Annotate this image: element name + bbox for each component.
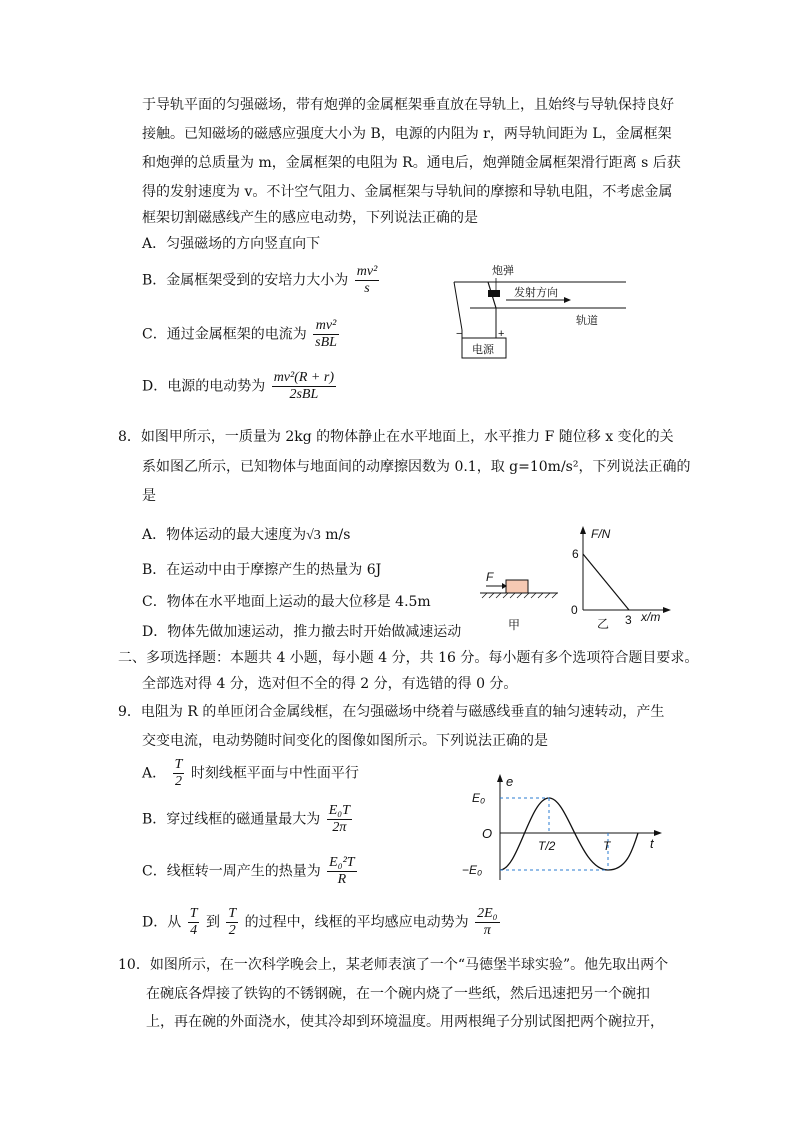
q7-option-d-fraction <box>272 370 336 403</box>
q9-option-d <box>142 906 502 939</box>
fx-xtick-3: 3 <box>625 613 632 627</box>
q9-option-c-text: C．线框转一周产生的热量为 <box>142 863 321 880</box>
q9-option-d-text: D．从 <box>142 914 182 931</box>
q9-option-d-fraction-2 <box>226 906 238 939</box>
q9-et-graph <box>460 770 670 885</box>
q9-option-b-denominator: 2π <box>332 820 347 835</box>
q9-option-a-denominator: 2 <box>174 774 182 789</box>
q7-option-c-text: C．通过金属框架的电流为 <box>142 326 307 343</box>
shell-block <box>488 290 500 297</box>
power-source-label: 电源 <box>472 344 494 356</box>
q8-option-b: B．在运动中由于摩擦产生的热量为 6J <box>142 562 382 578</box>
et-xlabel: t <box>650 836 654 851</box>
q7-option-b <box>142 264 381 297</box>
q10-line-1: 10．如图所示，在一次科学晚会上，某老师表演了一个“马德堡半球实验”。他先取出两个 <box>118 957 669 973</box>
q7-option-a: A．匀强磁场的方向竖直向下 <box>142 236 321 252</box>
q9-option-b <box>142 803 354 836</box>
fx-xlabel: x/m <box>641 610 661 624</box>
q9-option-a-fraction <box>173 757 185 790</box>
et-xtick-half: T/2 <box>538 839 556 853</box>
q9-option-b-text: B．穿过线框的磁通量最大为 <box>142 811 321 828</box>
q9-option-b-fraction <box>327 803 352 836</box>
q8-option-a-value: √3 <box>306 528 321 543</box>
q7-option-c-fraction <box>313 318 339 351</box>
q9-option-c <box>142 855 359 888</box>
direction-label: 发射方向 <box>514 287 558 299</box>
q9-option-d-numerator-2: T <box>228 906 237 921</box>
q9-option-c-fraction <box>327 855 356 888</box>
plus-sign: + <box>498 328 505 340</box>
q9-line-1: 9．电阻为 R 的单匝闭合金属线框，在匀强磁场中绕着与磁感线垂直的轴匀速转动，产生 <box>118 704 665 720</box>
et-sine-curve <box>500 798 638 870</box>
q9-option-d-denominator-1: 4 <box>190 923 198 938</box>
q9-option-a-text: A． <box>142 765 167 782</box>
q9-option-c-denominator: R <box>337 872 347 887</box>
caption-yi: 乙 <box>597 617 610 631</box>
et-y-arrowhead <box>497 774 503 782</box>
q9-option-d-denominator-3: π <box>483 923 491 938</box>
q7-option-b-text: B．金属框架受到的安培力大小为 <box>142 272 349 289</box>
et-x-arrowhead <box>654 830 662 836</box>
section2-line-1: 二、多项选择题：本题共 4 小题，每小题 4 分，共 16 分。每小题有多个选项符合题目要求。 <box>118 650 699 666</box>
rail-label: 轨道 <box>576 315 598 327</box>
q9-option-d-fraction-1 <box>188 906 200 939</box>
q7-option-c-numerator: mv² <box>313 318 339 335</box>
q10-line-3: 上，再在碗的外面浇水，使其冷却到环境温度。用两根绳子分别试图把两个碗拉开， <box>146 1014 664 1030</box>
q9-option-d-numerator-3: 2E₀ <box>477 906 498 921</box>
q9-option-a-numerator: T <box>174 757 183 772</box>
shell-label: 炮弹 <box>492 265 514 277</box>
q9-option-a <box>142 757 359 790</box>
q7-line-2: 接触。已知磁场的磁感应强度大小为 B，电源的内阻为 r，两导轨间距为 L，金属框架 <box>142 126 672 142</box>
q7-option-c <box>142 318 341 351</box>
direction-arrowhead <box>564 297 571 303</box>
q9-option-d-mid: 到 <box>205 914 220 931</box>
q8-fx-graph <box>565 520 675 635</box>
q7-line-3: 和炮弹的总质量为 m，金属框架的电阻为 R。通电后，炮弹随金属框架滑行距离 s 后获 <box>142 155 681 171</box>
rail-left-connector <box>454 282 462 330</box>
q8-line-2: 系如图乙所示，已知物体与地面间的动摩擦因数为 0.1，取 g=10m/s²，下列说法正确的 <box>142 459 691 475</box>
caption-jia: 甲 <box>508 618 521 632</box>
q8-option-a-text: A．物体运动的最大速度为 <box>142 527 307 543</box>
fx-ytick-6: 6 <box>572 547 579 561</box>
q8-figure-jia <box>478 565 563 635</box>
fx-xtick-0: 0 <box>571 603 578 617</box>
q9-option-a-suffix: 时刻线框平面与中性面平行 <box>190 765 359 782</box>
fx-y-arrowhead <box>580 526 586 534</box>
block <box>506 580 528 593</box>
et-ytick-neg: −E₀ <box>462 863 483 877</box>
q7-option-d-numerator: mv²(R + r) <box>273 370 334 385</box>
q9-option-d-denominator-2: 2 <box>228 923 236 938</box>
q8-line-3: 是 <box>142 488 156 504</box>
q7-option-b-denominator: s <box>364 281 370 296</box>
q10-line-2: 在碗底各焊接了铁钩的不锈钢碗，在一个碗内烧了一些纸，然后迅速把另一个碗扣 <box>146 986 650 1002</box>
q7-railgun-figure <box>440 260 640 365</box>
et-origin: O <box>482 826 493 841</box>
q8-line-1: 8．如图甲所示，一质量为 2kg 的物体静止在水平地面上，水平推力 F 随位移 x 变化的关 <box>118 429 674 445</box>
fx-series-line <box>583 554 629 610</box>
fx-ylabel: F/N <box>591 527 611 541</box>
q7-option-d <box>142 370 338 403</box>
minus-sign: − <box>456 328 463 340</box>
q9-option-c-numerator: E₀²T <box>329 855 355 870</box>
q9-line-2: 交变电流，电动势随时间变化的图像如图所示。下列说法正确的是 <box>142 733 548 749</box>
q8-option-d: D．物体先做加速运动，推力撤去时开始做减速运动 <box>142 624 462 640</box>
force-label: F <box>486 570 494 584</box>
q8-option-c: C．物体在水平地面上运动的最大位移是 4.5m <box>142 594 431 610</box>
q9-option-d-suffix: 的过程中，线框的平均感应电动势为 <box>244 914 469 931</box>
et-ytick-pos: E₀ <box>472 791 486 805</box>
fx-x-arrowhead <box>663 607 671 613</box>
q7-option-c-denominator: sBL <box>315 335 337 350</box>
q9-option-b-numerator: E₀T <box>328 803 350 818</box>
et-ylabel: e <box>506 774 514 789</box>
q7-option-d-text: D．电源的电动势为 <box>142 378 266 395</box>
q8-option-a-unit: m/s <box>320 527 351 543</box>
q9-option-d-numerator-1: T <box>189 906 198 921</box>
ground-hatch <box>482 593 557 598</box>
q9-option-d-fraction-3 <box>475 906 499 939</box>
section2-line-2: 全部选对得 4 分，选对但不全的得 2 分，有选错的得 0 分。 <box>142 676 518 692</box>
q7-line-4: 得的发射速度为 v。不计空气阻力、金属框架与导轨间的摩擦和导轨电阻，不考虑金属 <box>142 184 673 200</box>
q8-option-a <box>142 525 350 546</box>
q7-option-b-numerator: mv² <box>356 264 378 279</box>
q7-line-1: 于导轨平面的匀强磁场，带有炮弹的金属框架垂直放在导轨上，且始终与导轨保持良好 <box>142 97 674 113</box>
q7-option-b-fraction <box>355 264 380 297</box>
q7-option-d-denominator: 2sBL <box>289 387 319 402</box>
q7-line-5: 框架切割磁感线产生的感应电动势，下列说法正确的是 <box>142 210 478 226</box>
et-xtick-full: T <box>603 839 611 853</box>
